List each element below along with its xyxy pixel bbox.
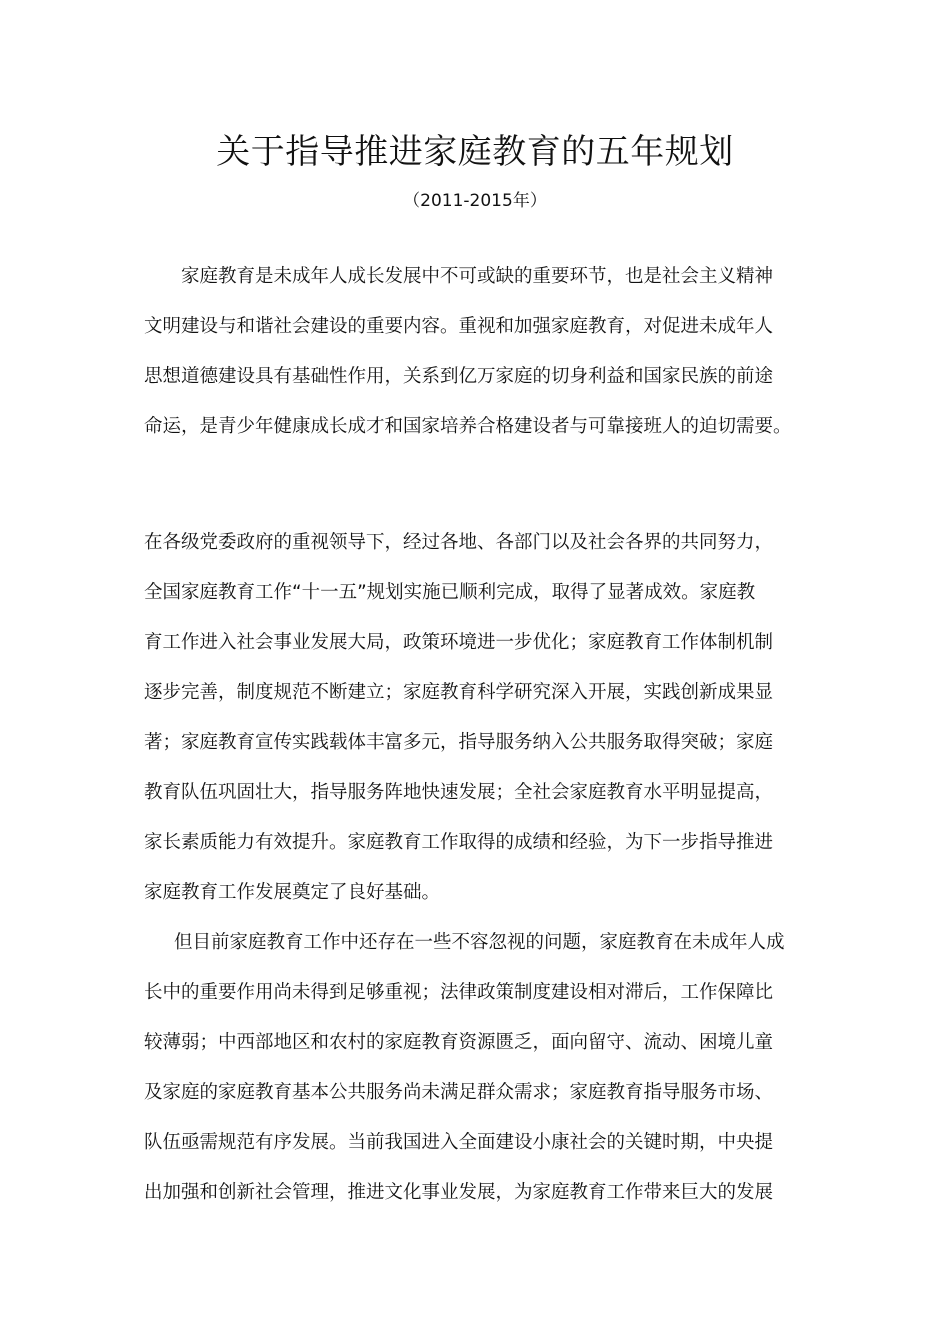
text-line: 队伍亟需规范有序发展。当前我国进入全面建设小康社会的关键时期，中央提 — [144, 1132, 774, 1153]
text-line: 育工作进入社会事业发展大局，政策环境进一步优化；家庭教育工作体制机制 — [144, 632, 774, 653]
text-line: 思想道德建设具有基础性作用，关系到亿万家庭的切身利益和国家民族的前途 — [144, 366, 774, 387]
text-line: 家庭教育是未成年人成长发展中不可或缺的重要环节，也是社会主义精神 — [181, 266, 774, 287]
text-line: 逐步完善，制度规范不断建立；家庭教育科学研究深入开展，实践创新成果显 — [144, 682, 774, 703]
text-line: 家庭教育工作发展奠定了良好基础。 — [144, 882, 441, 903]
text-line: 及家庭的家庭教育基本公共服务尚未满足群众需求；家庭教育指导服务市场、 — [144, 1082, 774, 1103]
document-title: 关于指导推进家庭教育的五年规划 — [216, 132, 734, 172]
text-line: 较薄弱；中西部地区和农村的家庭教育资源匮乏，面向留守、流动、困境儿童 — [144, 1032, 774, 1053]
paragraph-gap — [144, 452, 824, 518]
text-line: 出加强和创新社会管理，推进文化事业发展，为家庭教育工作带来巨大的发展 — [144, 1182, 774, 1203]
text-line: 在各级党委政府的重视领导下，经过各地、各部门以及社会各界的共同努力， — [144, 532, 774, 553]
text-line: 家长素质能力有效提升。家庭教育工作取得的成绩和经验，为下一步指导推进 — [144, 832, 774, 853]
text-line: 全国家庭教育工作“十一五”规划实施已顺利完成，取得了显著成效。家庭教 — [144, 582, 756, 603]
document-body — [144, 252, 824, 1218]
text-line: 文明建设与和谐社会建设的重要内容。重视和加强家庭教育，对促进未成年人 — [144, 316, 774, 337]
paragraph-2 — [144, 518, 824, 918]
document-subtitle: （2011-2015年） — [403, 191, 547, 211]
paragraph-1 — [144, 252, 824, 452]
text-line: 但目前家庭教育工作中还存在一些不容忽视的问题，家庭教育在未成年人成 — [174, 932, 785, 953]
text-line: 著；家庭教育宣传实践载体丰富多元，指导服务纳入公共服务取得突破；家庭 — [144, 732, 774, 753]
paragraph-3 — [144, 918, 824, 1218]
text-line: 教育队伍巩固壮大，指导服务阵地快速发展；全社会家庭教育水平明显提高， — [144, 782, 774, 803]
text-line: 长中的重要作用尚未得到足够重视；法律政策制度建设相对滞后，工作保障比 — [144, 982, 774, 1003]
text-line: 命运，是青少年健康成长成才和国家培养合格建设者与可靠接班人的迫切需要。 — [144, 416, 792, 437]
